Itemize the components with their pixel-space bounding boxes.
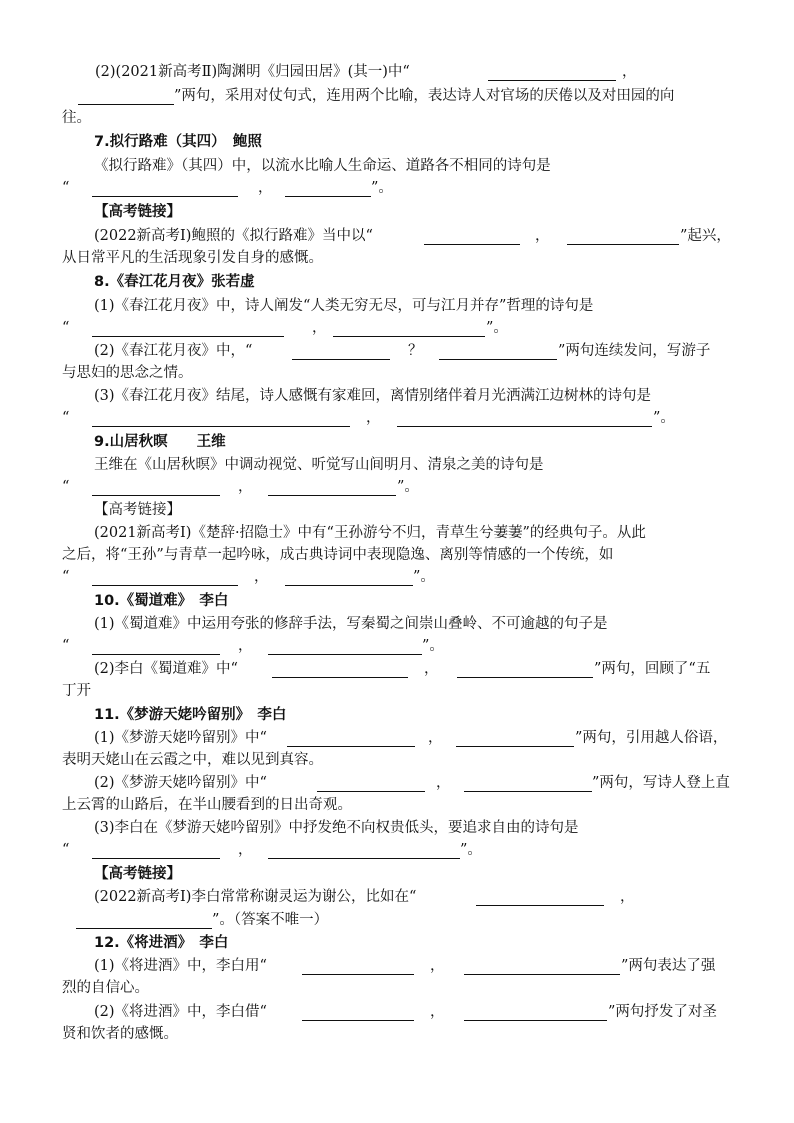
question-line: 王维在《山居秋暝》中调动视觉、听觉写山间明月、清泉之美的诗句是 <box>94 457 544 473</box>
section-heading: 7.拟行路难（其四） 鲍照 <box>94 134 262 150</box>
answer-blank[interactable] <box>302 960 414 975</box>
answer-blank[interactable] <box>272 663 408 678</box>
question-line: (2)李白《蜀道难》中“ <box>94 661 238 677</box>
question-line: (1)《梦游天姥吟留别》中“ <box>94 730 267 746</box>
answer-blank[interactable] <box>268 640 422 655</box>
answer-blank[interactable] <box>78 90 174 105</box>
question-line: ”两句抒发了对圣 <box>608 1004 717 1020</box>
question-line: (2)(2021新高考Ⅱ)陶渊明《归园田居》(其一)中“ <box>95 64 410 80</box>
question-line: (2022新高考Ⅰ)鲍照的《拟行路难》当中以“ <box>94 228 373 244</box>
question-line: ”两句表达了强 <box>621 958 716 974</box>
answer-blank[interactable] <box>292 345 390 360</box>
answer-blank[interactable] <box>424 230 520 245</box>
answer-blank[interactable] <box>457 663 593 678</box>
question-line: ”起兴， <box>680 228 731 244</box>
answer-blank[interactable] <box>567 230 679 245</box>
answer-blank[interactable] <box>92 571 238 586</box>
answer-blank[interactable] <box>92 182 238 197</box>
punct: “ <box>62 569 70 585</box>
question-line: 之后，将“王孙”与青草一起吟咏，成古典诗词中表现隐逸、离别等情感的一个传统，如 <box>62 547 614 563</box>
question-line: 表明天姥山在云霞之中，难以见到真容。 <box>62 752 323 768</box>
question-line: (1)《春江花月夜》中，诗人阐发“人类无穷无尽，可与江月并存”哲理的诗句是 <box>94 298 594 314</box>
answer-blank[interactable] <box>464 1006 607 1021</box>
answer-blank[interactable] <box>456 732 574 747</box>
answer-blank[interactable] <box>92 322 284 337</box>
section-heading: 8.《春江花月夜》张若虚 <box>94 274 255 290</box>
answer-blank[interactable] <box>268 844 460 859</box>
question-line: (2022新高考Ⅰ)李白常常称谢灵运为谢公，比如在“ <box>94 889 417 905</box>
punct: ， <box>535 228 550 244</box>
punct: “ <box>62 638 70 654</box>
question-line: ”两句，回顾了“五 <box>594 661 711 677</box>
answer-blank[interactable] <box>92 481 220 496</box>
answer-blank[interactable] <box>439 345 557 360</box>
answer-blank[interactable] <box>92 412 350 427</box>
punct: ， <box>238 479 253 495</box>
punct: ， <box>238 842 253 858</box>
punct: ， <box>254 569 269 585</box>
punct: ”。 <box>653 410 675 426</box>
punct: ”。 <box>371 180 393 196</box>
punct: ， <box>436 775 451 791</box>
punct: ”。 <box>397 479 419 495</box>
question-line: 往。 <box>62 110 91 126</box>
answer-blank[interactable] <box>476 891 604 906</box>
punct: ， <box>366 410 381 426</box>
question-line: 与思妇的思念之情。 <box>62 365 193 381</box>
question-line: 从日常平凡的生活现象引发自身的感慨。 <box>62 250 323 266</box>
section-heading: 【高考链接】 <box>94 204 181 220</box>
answer-blank[interactable] <box>464 777 592 792</box>
question-line: 丁开 <box>62 683 91 699</box>
punct: “ <box>62 320 70 336</box>
answer-blank[interactable] <box>333 322 485 337</box>
question-line: (3)李白在《梦游天姥吟留别》中抒发绝不向权贵低头，要追求自由的诗句是 <box>94 820 579 836</box>
question-line: (2021新高考Ⅰ)《楚辞·招隐士》中有“王孙游兮不归，青草生兮萋萋”的经典句子。从此 <box>94 525 646 541</box>
question-line: (1)《将进酒》中，李白用“ <box>94 958 267 974</box>
punct: ”。 <box>460 842 482 858</box>
question-line: ”两句，采用对仗句式，连用两个比喻，表达诗人对官场的厌倦以及对田园的向 <box>174 88 675 104</box>
answer-blank[interactable] <box>92 640 220 655</box>
punct: ， <box>622 64 637 80</box>
answer-blank[interactable] <box>285 182 371 197</box>
answer-blank[interactable] <box>92 844 220 859</box>
punct: ”。 <box>486 320 508 336</box>
question-line: 上云霄的山路后，在半山腰看到的日出奇观。 <box>62 797 352 813</box>
section-heading: 12.《将进酒》 李白 <box>94 935 229 951</box>
answer-blank[interactable] <box>488 66 616 81</box>
punct: ， <box>258 180 273 196</box>
punct: ”。 <box>422 638 444 654</box>
question-line: 《拟行路难》（其四）中，以流水比喻人生命运、道路各不相同的诗句是 <box>94 158 551 174</box>
section-heading: 11.《梦游天姥吟留别》 李白 <box>94 707 287 723</box>
punct: ， <box>238 638 253 654</box>
answer-blank[interactable] <box>268 481 396 496</box>
punct: ， <box>430 958 445 974</box>
question-line: ”两句连续发问，写游子 <box>558 343 711 359</box>
punct: “ <box>62 842 70 858</box>
answer-blank[interactable] <box>317 777 425 792</box>
section-heading: 【高考链接】 <box>94 866 181 882</box>
question-line: ”。（答案不唯一） <box>212 912 329 928</box>
punct: ， <box>620 889 635 905</box>
question-line: 贤和饮者的感慨。 <box>62 1026 178 1042</box>
question-line: 烈的自信心。 <box>62 980 149 996</box>
answer-blank[interactable] <box>397 412 652 427</box>
punct: ， <box>424 661 439 677</box>
punct: ， <box>430 1004 445 1020</box>
question-line: (2)《将进酒》中，李白借“ <box>94 1004 267 1020</box>
question-line: (2)《梦游天姥吟留别》中“ <box>94 775 267 791</box>
answer-blank[interactable] <box>302 1006 414 1021</box>
question-line: ”两句，写诗人登上直 <box>592 775 730 791</box>
punct: ”。 <box>413 569 435 585</box>
question-line: (1)《蜀道难》中运用夸张的修辞手法，写秦蜀之间崇山叠岭、不可逾越的句子是 <box>94 616 608 632</box>
section-heading: 【高考链接】 <box>94 502 181 518</box>
question-line: (2)《春江花月夜》中，“ <box>94 343 253 359</box>
punct: “ <box>62 479 70 495</box>
answer-blank[interactable] <box>287 732 415 747</box>
answer-blank[interactable] <box>464 960 620 975</box>
question-line: (3)《春江花月夜》结尾，诗人感慨有家难回，离情别绪伴着月光洒满江边树林的诗句是 <box>94 388 652 404</box>
answer-blank[interactable] <box>76 914 212 929</box>
punct: ， <box>428 730 443 746</box>
punct: “ <box>62 180 70 196</box>
section-heading: 9.山居秋暝 王维 <box>94 434 226 450</box>
question-line: ”两句，引用越人俗语， <box>575 730 728 746</box>
punct: “ <box>62 410 70 426</box>
answer-blank[interactable] <box>285 571 413 586</box>
punct: ， <box>312 320 327 336</box>
punct: ？ <box>408 343 423 359</box>
section-heading: 10.《蜀道难》 李白 <box>94 593 229 609</box>
